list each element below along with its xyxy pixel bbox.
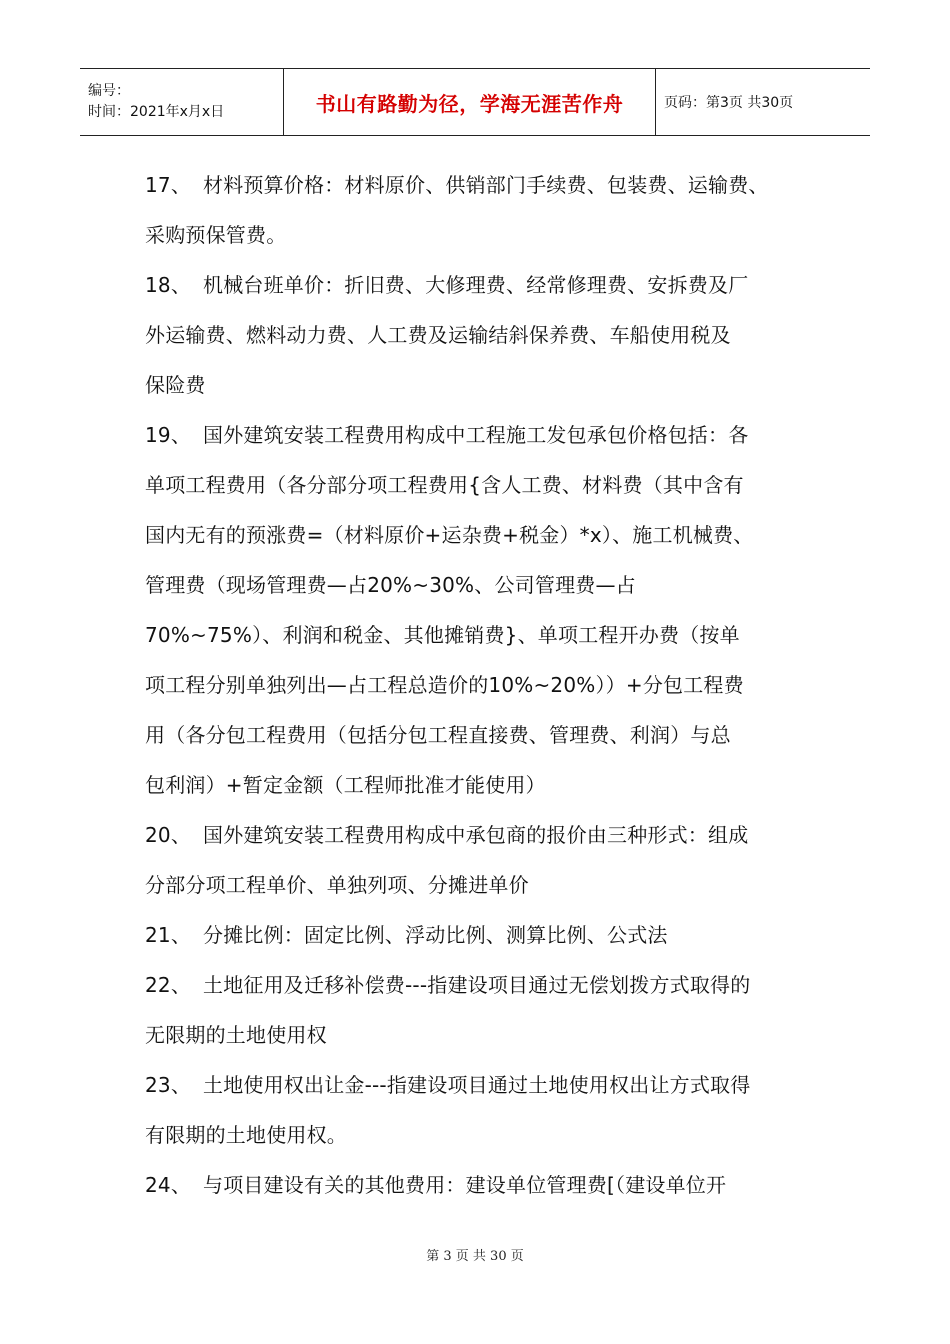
line-text: 机械台班单价：折旧费、大修理费、经常修理费、安拆费及厂	[203, 273, 749, 297]
line-text: 单项工程费用（各分部分项工程费用{含人工费、材料费（其中含有	[145, 473, 744, 497]
text-line	[145, 1010, 835, 1060]
line-text: 项工程分别单独列出—占工程总造价的10%~20%））+分包工程费	[145, 673, 744, 697]
item-number: 23、	[145, 1073, 192, 1097]
time-label: 时间：2021年x月x日	[88, 104, 225, 120]
item-number: 17、	[145, 173, 192, 197]
page-header	[80, 68, 870, 136]
number-label: 编号：	[88, 83, 130, 99]
header-motto: 书山有路勤为径，学海无涯苦作舟	[315, 91, 624, 116]
header-meta	[80, 69, 283, 135]
line-text: 国外建筑安装工程费用构成中承包商的报价由三种形式：组成	[203, 823, 749, 847]
text-line	[145, 710, 835, 760]
text-line	[145, 760, 835, 810]
document-body	[145, 160, 835, 1210]
line-text: 材料预算价格：材料原价、供销部门手续费、包装费、运输费、	[203, 173, 769, 197]
text-line	[145, 310, 835, 360]
line-text: 国内无有的预涨费=（材料原价+运杂费+税金）*x）、施工机械费、	[145, 523, 754, 547]
text-line	[145, 210, 835, 260]
line-text: 有限期的土地使用权。	[145, 1123, 347, 1147]
text-line	[145, 460, 835, 510]
line-text: 国外建筑安装工程费用构成中工程施工发包承包价格包括：各	[203, 423, 749, 447]
text-line	[145, 160, 835, 210]
line-text: 保险费	[145, 373, 206, 397]
item-number: 19、	[145, 423, 192, 447]
line-text: 70%~75%）、利润和税金、其他摊销费}、单项工程开办费（按单	[145, 623, 740, 647]
header-page-cell	[656, 69, 870, 135]
line-text: 与项目建设有关的其他费用：建设单位管理费[（建设单位开	[203, 1173, 727, 1197]
line-text: 分部分项工程单价、单独列项、分摊进单价	[145, 873, 529, 897]
text-line	[145, 560, 835, 610]
line-text: 土地征用及迁移补偿费---指建设项目通过无偿划拨方式取得的	[203, 973, 751, 997]
text-line	[145, 360, 835, 410]
text-line	[145, 410, 835, 460]
line-text: 无限期的土地使用权	[145, 1023, 327, 1047]
text-line	[145, 260, 835, 310]
page-footer: 第 3 页 共 30 页	[426, 1249, 524, 1264]
header-motto-cell	[283, 69, 656, 135]
item-number: 21、	[145, 923, 192, 947]
line-text: 土地使用权出让金---指建设项目通过土地使用权出让方式取得	[203, 1073, 751, 1097]
text-line	[145, 610, 835, 660]
text-line	[145, 510, 835, 560]
line-text: 采购预保管费。	[145, 223, 287, 247]
item-number: 20、	[145, 823, 192, 847]
item-number: 18、	[145, 273, 192, 297]
line-text: 分摊比例：固定比例、浮动比例、测算比例、公式法	[203, 923, 668, 947]
line-text: 管理费（现场管理费—占20%~30%、公司管理费—占	[145, 573, 636, 597]
line-text: 用（各分包工程费用（包括分包工程直接费、管理费、利润）与总	[145, 723, 731, 747]
line-text: 包利润）+暂定金额（工程师批准才能使用）	[145, 773, 546, 797]
text-line	[145, 860, 835, 910]
line-text: 外运输费、燃料动力费、人工费及运输结斜保养费、车船使用税及	[145, 323, 731, 347]
text-line	[145, 810, 835, 860]
header-page-info: 页码：第3页 共30页	[664, 95, 794, 111]
text-line	[145, 960, 835, 1010]
text-line	[145, 1060, 835, 1110]
item-number: 24、	[145, 1173, 192, 1197]
text-line	[145, 660, 835, 710]
item-number: 22、	[145, 973, 192, 997]
text-line	[145, 1110, 835, 1160]
text-line	[145, 910, 835, 960]
text-line	[145, 1160, 835, 1210]
